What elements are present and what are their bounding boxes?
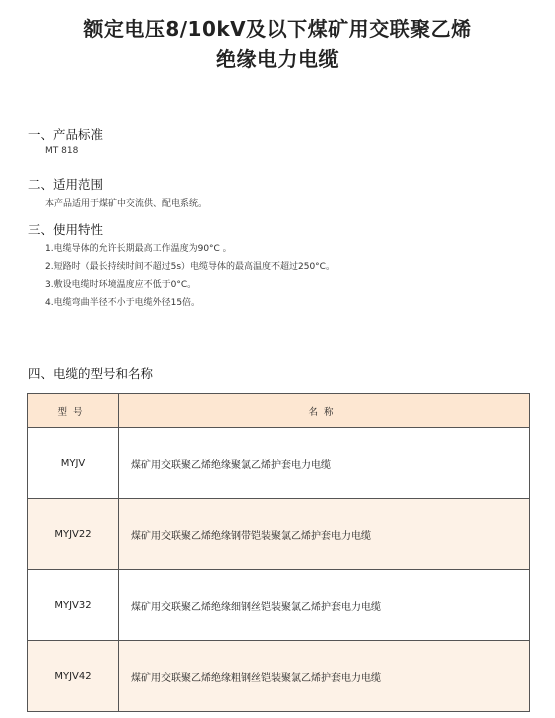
section-heading-characteristics: 三、使用特性 — [28, 222, 104, 237]
cell-name: 煤矿用交联聚乙烯绝缘细钢丝铠装聚氯乙烯护套电力电缆 — [119, 570, 530, 641]
characteristic-item-4: 4.电缆弯曲半径不小于电缆外径15倍。 — [45, 298, 201, 308]
table-row — [28, 570, 530, 641]
cell-model: MYJV32 — [28, 570, 119, 641]
table-header-row — [28, 394, 530, 428]
cell-model: MYJV22 — [28, 499, 119, 570]
document-title-line1: 额定电压8/10kV及以下煤矿用交联聚乙烯 — [83, 17, 472, 41]
header-name: 名称 — [119, 394, 530, 428]
cell-name: 煤矿用交联聚乙烯绝缘聚氯乙烯护套电力电缆 — [119, 428, 530, 499]
scope-text: 本产品适用于煤矿中交流供、配电系统。 — [45, 199, 208, 209]
document-title-line2: 绝缘电力电缆 — [216, 47, 339, 71]
header-model: 型号 — [28, 394, 119, 428]
section-heading-models: 四、电缆的型号和名称 — [28, 366, 154, 381]
cell-model: MYJV — [28, 428, 119, 499]
characteristic-item-3: 3.敷设电缆时环境温度应不低于0°C。 — [45, 280, 197, 290]
characteristic-item-2: 2.短路时（最长持续时间不超过5s）电缆导体的最高温度不超过250°C。 — [45, 262, 335, 272]
cell-model: MYJV42 — [28, 641, 119, 712]
characteristic-item-1: 1.电缆导体的允许长期最高工作温度为90°C 。 — [45, 244, 232, 254]
section-heading-standard: 一、产品标准 — [28, 127, 104, 142]
section-heading-scope: 二、适用范围 — [28, 177, 104, 192]
table-row — [28, 499, 530, 570]
cell-name: 煤矿用交联聚乙烯绝缘钢带铠装聚氯乙烯护套电力电缆 — [119, 499, 530, 570]
standard-text: MT 818 — [45, 146, 79, 156]
model-table — [27, 393, 530, 712]
cell-name: 煤矿用交联聚乙烯绝缘粗钢丝铠装聚氯乙烯护套电力电缆 — [119, 641, 530, 712]
table-row — [28, 641, 530, 712]
table-row — [28, 428, 530, 499]
